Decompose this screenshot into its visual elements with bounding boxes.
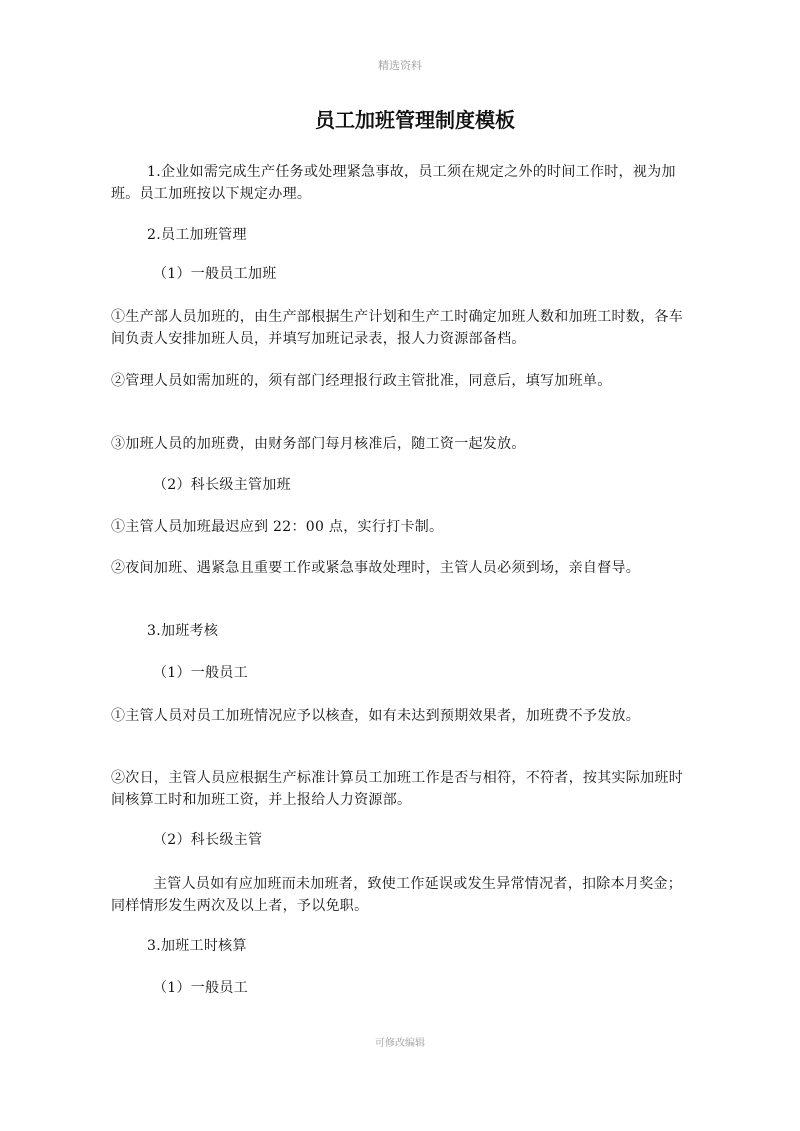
- paragraph-next-day-check: ②次日，主管人员应根据生产标准计算员工加班工作是否与相符，不符者，按其实际加班时间核算工时和加班工资，并上报给人力资源部。: [111, 770, 683, 808]
- paragraph-penalty: 主管人员如有应加班而未加班者，致使工作延误或发生异常情况者，扣除本月奖金；同样情形发生两次及以上者，予以免职。: [111, 876, 683, 914]
- paragraph-overtime-definition: 1.企业如需完成生产任务或处理紧急事故，员工须在规定之外的时间工作时，视为加班。员工加班按以下规定办理。: [111, 164, 676, 202]
- paragraph-verification: ①主管人员对员工加班情况应予以核查，如有未达到预期效果者，加班费不予发放。: [111, 708, 641, 724]
- document-title: 员工加班管理制度模板: [315, 108, 515, 132]
- page-header: 精选资料: [378, 59, 422, 72]
- section-heading-hours-calculation: 3.加班工时核算: [147, 938, 247, 954]
- section-heading-overtime-management: 2.员工加班管理: [147, 227, 247, 243]
- subsection-heading-general-staff-2: （1）一般员工: [153, 665, 249, 681]
- subsection-heading-general-staff: （1）一般员工加班: [153, 266, 277, 282]
- subsection-heading-section-chief-2: （2）科长级主管: [153, 832, 263, 848]
- paragraph-night-overtime: ②夜间加班、遇紧急且重要工作或紧急事故处理时，主管人员必须到场，亲自督导。: [111, 560, 641, 576]
- paragraph-overtime-pay: ③加班人员的加班费，由财务部门每月核准后，随工资一起发放。: [111, 436, 526, 452]
- section-heading-overtime-assessment: 3.加班考核: [147, 623, 219, 639]
- paragraph-latest-time: ①主管人员加班最迟应到 22：00 点，实行打卡制。: [111, 519, 444, 535]
- paragraph-management-overtime: ②管理人员如需加班的，须有部门经理报行政主管批准，同意后，填写加班单。: [111, 373, 612, 389]
- paragraph-production-overtime: ①生产部人员加班的，由生产部根据生产计划和生产工时确定加班人数和加班工时数，各车间负责人安排加班人员，并填写加班记录表，报人力资源部备档。: [111, 309, 683, 347]
- subsection-heading-section-chief: （2）科长级主管加班: [153, 477, 291, 493]
- page-footer: 可修改编辑: [375, 1038, 425, 1049]
- subsection-heading-general-staff-3: （1）一般员工: [153, 980, 249, 996]
